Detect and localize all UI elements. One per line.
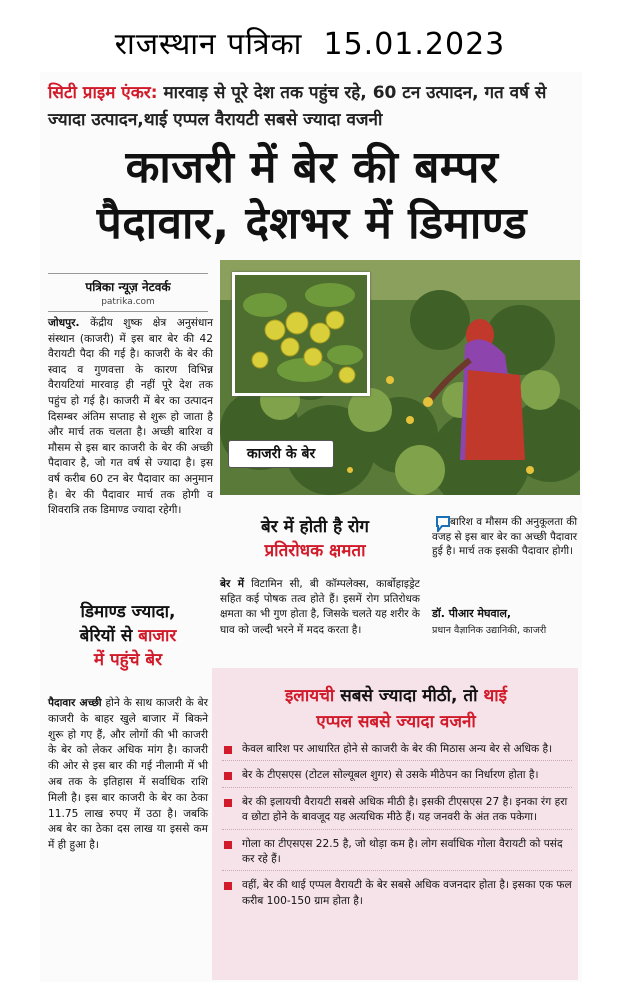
disease-box-heading [220,515,410,563]
list-item [222,837,572,872]
kicker [48,80,578,134]
demand-heading-line-3: में पहुंचे बेर [93,650,163,670]
expert-name: डॉ. पीआर मेघवाल, [432,607,512,620]
kicker-label: सिटी प्राइम एंकर: [48,83,158,103]
disease-heading-line-2: प्रतिरोधक क्षमता [264,541,366,561]
ber-fruit-inset-photo [232,272,370,396]
bullet-square-icon [224,882,232,890]
list-item-text: केवल बारिश पर आधारित होने से काजरी के बेर की मिठास अन्य बेर से अधिक है। [242,743,553,755]
bullet-square-icon [224,841,232,849]
demand-box-text [48,696,208,854]
demand-lead: पैदावार अच्छी [48,697,102,709]
main-story-body: केंद्रीय शुष्क क्षेत्र अनुसंधान संस्थान (काजरी) में इस बार बेर की 42 वैरायटी पैदा की गई है। काजरी के बेर की स्वाद व गुणवत्ता के कारण विभिन्न वैरायटियां मारवाड़ ही नहीं पूरे देश तक पहुंच हो गई है। काजरी में बेर का उत्पादन दिसम्बर अंतिम सप्ताह से शुरू हो जाता है और मार्च तक चलता है। अच्छी बारिश व मौसम से इस बार काजरी के बेर की अच्छी पैदावार है, जो गत वर्ष से ज्यादा है। इस वर्ष करीब 60 टन बेर पैदावार का अनुमान है। बेर की पैदावार मार्च तक होगी व शिवरात्रि तक डिमाण्ड ज्यादा रहेगी। [48,317,213,517]
expert-title: प्रधान वैज्ञानिक उद्यानिकी, काजरी [432,625,547,636]
disease-heading-line-1: बेर में होती है रोग [261,517,369,537]
list-item-text: गोला का टीएसएस 22.5 है, जो थोड़ा कम है। लोग सर्वाधिक गोला वैरायटी को पसंद कर रहे हैं। [242,837,563,866]
demand-heading-line-2: बेरियों से [79,626,133,646]
varieties-heading-line-2: एप्पल सबसे ज्यादा वजनी [316,712,476,732]
headline-line-1: काजरी में बेर की बम्पर [125,142,499,193]
bullet-square-icon [224,799,232,807]
headline [42,140,582,252]
list-item [222,768,572,787]
varieties-box-heading [218,683,574,735]
varieties-heading-mid: सबसे ज्यादा मीठी, तो [340,686,478,706]
photo-caption: काजरी के बेर [228,440,334,468]
headline-line-2: पैदावार, देशभर में डिमाण्ड [96,198,528,249]
disease-lead: बेर में [220,578,244,590]
publication-date: 15.01.2023 [323,27,506,62]
demand-heading-line-1: डिमाण्ड ज्यादा, [80,602,176,622]
byline [48,273,208,312]
list-item [222,795,572,830]
dateline: जोधपुर. [48,317,80,329]
expert-quote [432,515,578,559]
list-item-text: बेर के टीएसएस (टोटल सोल्यूबल शुगर) से उसके मीठेपन का निर्धारण होता है। [242,769,539,782]
byline-website: patrika.com [101,297,155,307]
varieties-list [222,742,572,919]
divider [48,273,208,274]
list-item [222,878,572,912]
bullet-square-icon [224,772,232,780]
varieties-heading-red-2: थाई [483,686,508,706]
divider [48,311,208,312]
masthead [0,22,620,63]
demand-heading-highlight: बाजार [138,626,177,646]
bullet-square-icon [224,746,232,754]
list-item-text: वहीं, बेर की थाई एप्पल वैरायटी के बेर सबसे अधिक वजनदार होता है। इसका एक फल करीब 100-150 ग्राम होता है। [242,879,572,907]
kicker-text: मारवाड़ से पूरे देश तक पहुंच रहे, 60 टन उत्पादन, गत वर्ष से ज्यादा उत्पादन,थाई एप्पल वैरायटी सबसे ज्यादा वजनी [48,83,547,130]
disease-box-text [220,577,420,638]
byline-source: पत्रिका न्यूज़ नेटवर्क [85,280,171,294]
disease-body: विटामिन सी, बी कॉम्पलेक्स, कार्बोहाइड्रेट सहित कई पोषक तत्व होते हैं। इसमें रोग प्रतिरोधक क्षमता का भी गुण होता है, जिसके चलते यह शरीर के घाव को जल्दी भरने में मदद करता है। [220,578,420,636]
demand-box-heading [48,600,208,672]
varieties-heading-red-1: इलायची [284,686,335,706]
list-item [222,742,572,761]
main-story-text [48,316,213,519]
newspaper-name: राजस्थान पत्रिका [114,27,303,62]
list-item-text: बेर की इलायची वैरायटी सबसे अधिक मीठी है। इसकी टीएसएस 27 है। इनका रंग हरा व छोटा होने के बावजूद यह अत्यधिक मीठे हैं। यह जनवरी के अंत तक पकेगा। [242,795,568,824]
demand-body: होने के साथ काजरी के बेर काजरी के बाहर खुले बाजार में बिकने शुरू हो गए हैं, और लोगों की भी काजरी के बेर को लेकर अधिक मांग है। काजरी की ओर से इस बार की गई नीलामी में भी अब तक के इतिहास में सर्वाधिक राशि मिली है। इस बार काजरी के बेर का ठेका 11.75 लाख रुपए में उठा है। जबकि अब बेर का ठेका दस लाख या इससे कम में ही हुआ है। [48,697,209,852]
quote-text: बारिश व मौसम की अनुकूलता की वजह से इस बार बेर का अच्छी पैदावार हुई है। मार्च तक इसकी पैदावार होगी। [432,516,578,558]
